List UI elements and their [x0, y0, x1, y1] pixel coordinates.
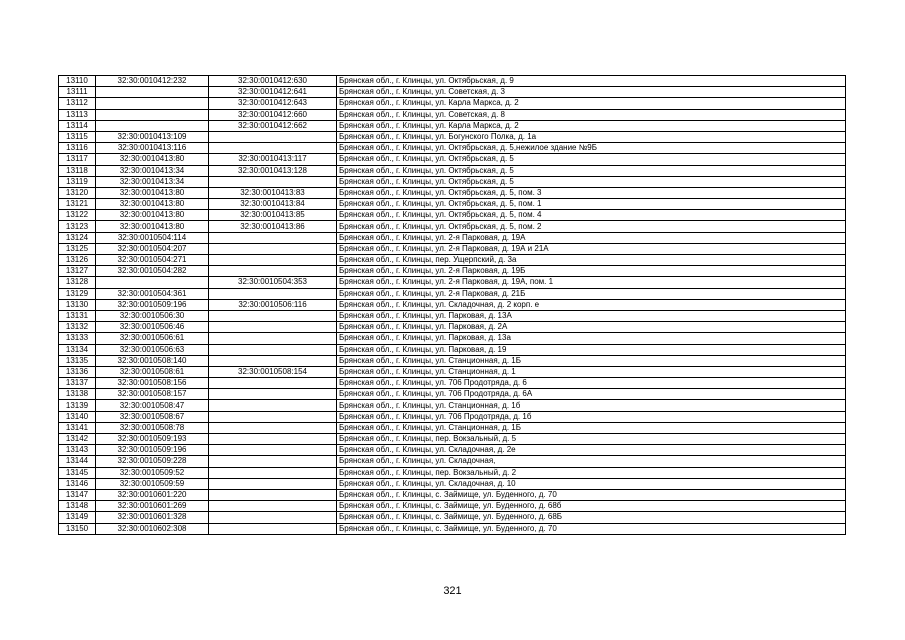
- row-number-cell: 13148: [59, 501, 96, 512]
- cadastral-number-cell: 32:30:0010509:228: [96, 456, 209, 467]
- address-cell: Брянская обл., г. Клинцы, ул. Станционная, д. 1б: [337, 400, 846, 411]
- related-cadastral-number-cell: 32:30:0010413:83: [209, 187, 337, 198]
- address-cell: Брянская обл., г. Клинцы, ул. Складочная, д. 2 корп. е: [337, 299, 846, 310]
- related-cadastral-number-cell: [209, 512, 337, 523]
- row-number-cell: 13140: [59, 411, 96, 422]
- related-cadastral-number-cell: [209, 344, 337, 355]
- related-cadastral-number-cell: [209, 422, 337, 433]
- cadastral-number-cell: [96, 98, 209, 109]
- cadastral-number-cell: 32:30:0010506:63: [96, 344, 209, 355]
- address-cell: Брянская обл., г. Клинцы, ул. Богунского Полка, д. 1а: [337, 131, 846, 142]
- table-row: [59, 87, 846, 98]
- cadastral-number-cell: 32:30:0010506:46: [96, 322, 209, 333]
- address-cell: Брянская обл., г. Клинцы, пер. Ущерпский, д. 3а: [337, 255, 846, 266]
- row-number-cell: 13142: [59, 434, 96, 445]
- related-cadastral-number-cell: [209, 445, 337, 456]
- table-row: [59, 266, 846, 277]
- row-number-cell: 13121: [59, 199, 96, 210]
- related-cadastral-number-cell: 32:30:0010504:353: [209, 277, 337, 288]
- related-cadastral-number-cell: 32:30:0010413:85: [209, 210, 337, 221]
- table-row: [59, 422, 846, 433]
- cadastral-number-cell: 32:30:0010509:59: [96, 478, 209, 489]
- cadastral-number-cell: 32:30:0010508:156: [96, 378, 209, 389]
- related-cadastral-number-cell: 32:30:0010412:662: [209, 120, 337, 131]
- row-number-cell: 13120: [59, 187, 96, 198]
- address-cell: Брянская обл., г. Клинцы, пер. Вокзальный, д. 5: [337, 434, 846, 445]
- address-cell: Брянская обл., г. Клинцы, ул. Октябрьская, д. 5, пом. 3: [337, 187, 846, 198]
- related-cadastral-number-cell: [209, 288, 337, 299]
- row-number-cell: 13136: [59, 366, 96, 377]
- table-row: [59, 501, 846, 512]
- cadastral-number-cell: 32:30:0010508:157: [96, 389, 209, 400]
- row-number-cell: 13131: [59, 310, 96, 321]
- table-row: [59, 478, 846, 489]
- table-row: [59, 131, 846, 142]
- cadastral-number-cell: 32:30:0010413:116: [96, 143, 209, 154]
- address-cell: Брянская обл., г. Клинцы, ул. Складочная, д. 10: [337, 478, 846, 489]
- cadastral-number-cell: 32:30:0010506:61: [96, 333, 209, 344]
- related-cadastral-number-cell: [209, 333, 337, 344]
- cadastral-number-cell: 32:30:0010506:30: [96, 310, 209, 321]
- address-cell: Брянская обл., г. Клинцы, ул. Октябрьская, д. 5: [337, 176, 846, 187]
- table-row: [59, 76, 846, 87]
- cadastral-number-cell: 32:30:0010601:328: [96, 512, 209, 523]
- address-cell: Брянская обл., г. Клинцы, пер. Вокзальный, д. 2: [337, 467, 846, 478]
- property-register-table: [58, 75, 846, 535]
- cadastral-number-cell: 32:30:0010504:114: [96, 232, 209, 243]
- related-cadastral-number-cell: [209, 232, 337, 243]
- table-body: [59, 76, 846, 535]
- related-cadastral-number-cell: [209, 400, 337, 411]
- row-number-cell: 13139: [59, 400, 96, 411]
- row-number-cell: 13123: [59, 221, 96, 232]
- address-cell: Брянская обл., г. Клинцы, ул. Складочная,: [337, 456, 846, 467]
- page-number: 321: [443, 585, 462, 597]
- table-row: [59, 400, 846, 411]
- table-row: [59, 366, 846, 377]
- cadastral-number-cell: 32:30:0010504:207: [96, 243, 209, 254]
- row-number-cell: 13141: [59, 422, 96, 433]
- address-cell: Брянская обл., г. Клинцы, ул. Складочная, д. 2е: [337, 445, 846, 456]
- address-cell: Брянская обл., г. Клинцы, ул. Парковая, д. 13а: [337, 333, 846, 344]
- row-number-cell: 13117: [59, 154, 96, 165]
- row-number-cell: 13138: [59, 389, 96, 400]
- cadastral-number-cell: 32:30:0010413:109: [96, 131, 209, 142]
- address-cell: Брянская обл., г. Клинцы, с. Займище, ул. Буденного, д. 68Б: [337, 512, 846, 523]
- related-cadastral-number-cell: [209, 467, 337, 478]
- table-row: [59, 445, 846, 456]
- table-row: [59, 523, 846, 534]
- related-cadastral-number-cell: 32:30:0010508:154: [209, 366, 337, 377]
- related-cadastral-number-cell: [209, 355, 337, 366]
- row-number-cell: 13112: [59, 98, 96, 109]
- cadastral-number-cell: [96, 120, 209, 131]
- address-cell: Брянская обл., г. Клинцы, ул. Октябрьская, д. 5,нежилое здание №9Б: [337, 143, 846, 154]
- cadastral-number-cell: 32:30:0010504:282: [96, 266, 209, 277]
- table-row: [59, 322, 846, 333]
- related-cadastral-number-cell: 32:30:0010412:641: [209, 87, 337, 98]
- table-row: [59, 143, 846, 154]
- related-cadastral-number-cell: [209, 143, 337, 154]
- address-cell: Брянская обл., г. Клинцы, ул. 2-я Парковая, д. 19А, пом. 1: [337, 277, 846, 288]
- related-cadastral-number-cell: [209, 489, 337, 500]
- address-cell: Брянская обл., г. Клинцы, ул. Октябрьская, д. 5, пом. 2: [337, 221, 846, 232]
- row-number-cell: 13132: [59, 322, 96, 333]
- cadastral-number-cell: 32:30:0010602:308: [96, 523, 209, 534]
- address-cell: Брянская обл., г. Клинцы, ул. Станционная, д. 1Б: [337, 355, 846, 366]
- table-row: [59, 255, 846, 266]
- table-row: [59, 299, 846, 310]
- cadastral-number-cell: 32:30:0010412:232: [96, 76, 209, 87]
- table-row: [59, 310, 846, 321]
- table-row: [59, 243, 846, 254]
- related-cadastral-number-cell: 32:30:0010412:660: [209, 109, 337, 120]
- cadastral-number-cell: 32:30:0010413:80: [96, 187, 209, 198]
- table-row: [59, 411, 846, 422]
- address-cell: Брянская обл., г. Клинцы, ул. 706 Продотряда, д. 1б: [337, 411, 846, 422]
- address-cell: Брянская обл., г. Клинцы, ул. Октябрьская, д. 5, пом. 1: [337, 199, 846, 210]
- cadastral-number-cell: 32:30:0010413:34: [96, 176, 209, 187]
- table-row: [59, 176, 846, 187]
- address-cell: Брянская обл., г. Клинцы, ул. Парковая, д. 19: [337, 344, 846, 355]
- related-cadastral-number-cell: 32:30:0010412:630: [209, 76, 337, 87]
- cadastral-number-cell: 32:30:0010413:80: [96, 154, 209, 165]
- row-number-cell: 13133: [59, 333, 96, 344]
- address-cell: Брянская обл., г. Клинцы, ул. Советская, д. 3: [337, 87, 846, 98]
- row-number-cell: 13146: [59, 478, 96, 489]
- cadastral-number-cell: 32:30:0010508:67: [96, 411, 209, 422]
- table-row: [59, 467, 846, 478]
- table-row: [59, 221, 846, 232]
- cadastral-number-cell: 32:30:0010508:140: [96, 355, 209, 366]
- cadastral-number-cell: 32:30:0010413:80: [96, 210, 209, 221]
- table-row: [59, 456, 846, 467]
- table-row: [59, 210, 846, 221]
- related-cadastral-number-cell: [209, 176, 337, 187]
- cadastral-number-cell: 32:30:0010509:196: [96, 299, 209, 310]
- table-row: [59, 199, 846, 210]
- related-cadastral-number-cell: [209, 523, 337, 534]
- row-number-cell: 13149: [59, 512, 96, 523]
- related-cadastral-number-cell: [209, 322, 337, 333]
- address-cell: Брянская обл., г. Клинцы, ул. 706 Продотряда, д. 6А: [337, 389, 846, 400]
- address-cell: Брянская обл., г. Клинцы, ул. Октябрьская, д. 5: [337, 154, 846, 165]
- table-row: [59, 389, 846, 400]
- cadastral-number-cell: 32:30:0010601:220: [96, 489, 209, 500]
- table-row: [59, 288, 846, 299]
- row-number-cell: 13122: [59, 210, 96, 221]
- row-number-cell: 13127: [59, 266, 96, 277]
- address-cell: Брянская обл., г. Клинцы, ул. Станционная, д. 1: [337, 366, 846, 377]
- related-cadastral-number-cell: [209, 456, 337, 467]
- row-number-cell: 13129: [59, 288, 96, 299]
- row-number-cell: 13119: [59, 176, 96, 187]
- row-number-cell: 13143: [59, 445, 96, 456]
- table-row: [59, 378, 846, 389]
- table-row: [59, 489, 846, 500]
- row-number-cell: 13126: [59, 255, 96, 266]
- cadastral-number-cell: 32:30:0010508:78: [96, 422, 209, 433]
- address-cell: Брянская обл., г. Клинцы, ул. Станционная, д. 1Б: [337, 422, 846, 433]
- row-number-cell: 13116: [59, 143, 96, 154]
- cadastral-number-cell: [96, 109, 209, 120]
- cadastral-number-cell: 32:30:0010413:80: [96, 199, 209, 210]
- table-row: [59, 355, 846, 366]
- table-row: [59, 120, 846, 131]
- row-number-cell: 13114: [59, 120, 96, 131]
- related-cadastral-number-cell: 32:30:0010413:128: [209, 165, 337, 176]
- related-cadastral-number-cell: [209, 243, 337, 254]
- address-cell: Брянская обл., г. Клинцы, ул. 2-я Парковая, д. 19А: [337, 232, 846, 243]
- cadastral-number-cell: 32:30:0010504:271: [96, 255, 209, 266]
- address-cell: Брянская обл., г. Клинцы, с. Займище, ул. Буденного, д. 70: [337, 523, 846, 534]
- table-row: [59, 187, 846, 198]
- cadastral-number-cell: 32:30:0010508:61: [96, 366, 209, 377]
- address-cell: Брянская обл., г. Клинцы, ул. Октябрьская, д. 9: [337, 76, 846, 87]
- related-cadastral-number-cell: 32:30:0010413:86: [209, 221, 337, 232]
- cadastral-number-cell: 32:30:0010509:193: [96, 434, 209, 445]
- related-cadastral-number-cell: [209, 478, 337, 489]
- related-cadastral-number-cell: [209, 389, 337, 400]
- table-row: [59, 277, 846, 288]
- related-cadastral-number-cell: [209, 501, 337, 512]
- address-cell: Брянская обл., г. Клинцы, ул. 706 Продотряда, д. 6: [337, 378, 846, 389]
- cadastral-number-cell: [96, 87, 209, 98]
- cadastral-number-cell: 32:30:0010413:80: [96, 221, 209, 232]
- related-cadastral-number-cell: 32:30:0010413:84: [209, 199, 337, 210]
- address-cell: Брянская обл., г. Клинцы, с. Займище, ул. Буденного, д. 68б: [337, 501, 846, 512]
- related-cadastral-number-cell: [209, 266, 337, 277]
- related-cadastral-number-cell: [209, 434, 337, 445]
- table-row: [59, 154, 846, 165]
- row-number-cell: 13125: [59, 243, 96, 254]
- related-cadastral-number-cell: 32:30:0010506:116: [209, 299, 337, 310]
- address-cell: Брянская обл., г. Клинцы, ул. 2-я Парковая, д. 19Б: [337, 266, 846, 277]
- table-row: [59, 165, 846, 176]
- table-row: [59, 344, 846, 355]
- cadastral-number-cell: 32:30:0010508:47: [96, 400, 209, 411]
- table-row: [59, 232, 846, 243]
- row-number-cell: 13115: [59, 131, 96, 142]
- row-number-cell: 13145: [59, 467, 96, 478]
- row-number-cell: 13113: [59, 109, 96, 120]
- address-cell: Брянская обл., г. Клинцы, ул. Парковая, д. 2А: [337, 322, 846, 333]
- table-row: [59, 333, 846, 344]
- related-cadastral-number-cell: [209, 131, 337, 142]
- address-cell: Брянская обл., г. Клинцы, ул. Парковая, д. 13А: [337, 310, 846, 321]
- related-cadastral-number-cell: [209, 255, 337, 266]
- address-cell: Брянская обл., г. Клинцы, ул. 2-я Парковая, д. 19А и 21А: [337, 243, 846, 254]
- address-cell: Брянская обл., г. Клинцы, ул. Советская, д. 8: [337, 109, 846, 120]
- row-number-cell: 13150: [59, 523, 96, 534]
- row-number-cell: 13128: [59, 277, 96, 288]
- row-number-cell: 13118: [59, 165, 96, 176]
- address-cell: Брянская обл., г. Клинцы, ул. 2-я Парковая, д. 21Б: [337, 288, 846, 299]
- row-number-cell: 13135: [59, 355, 96, 366]
- address-cell: Брянская обл., г. Клинцы, с. Займище, ул. Буденного, д. 70: [337, 489, 846, 500]
- address-cell: Брянская обл., г. Клинцы, ул. Октябрьская, д. 5, пом. 4: [337, 210, 846, 221]
- cadastral-number-cell: [96, 277, 209, 288]
- row-number-cell: 13110: [59, 76, 96, 87]
- related-cadastral-number-cell: [209, 411, 337, 422]
- row-number-cell: 13111: [59, 87, 96, 98]
- cadastral-number-cell: 32:30:0010601:269: [96, 501, 209, 512]
- related-cadastral-number-cell: [209, 310, 337, 321]
- row-number-cell: 13130: [59, 299, 96, 310]
- address-cell: Брянская обл., г. Клинцы, ул. Октябрьская, д. 5: [337, 165, 846, 176]
- cadastral-number-cell: 32:30:0010509:52: [96, 467, 209, 478]
- address-cell: Брянская обл., г. Клинцы, ул. Карла Маркса, д. 2: [337, 98, 846, 109]
- row-number-cell: 13144: [59, 456, 96, 467]
- related-cadastral-number-cell: 32:30:0010412:643: [209, 98, 337, 109]
- related-cadastral-number-cell: 32:30:0010413:117: [209, 154, 337, 165]
- row-number-cell: 13124: [59, 232, 96, 243]
- address-cell: Брянская обл., г. Клинцы, ул. Карла Маркса, д. 2: [337, 120, 846, 131]
- related-cadastral-number-cell: [209, 378, 337, 389]
- row-number-cell: 13137: [59, 378, 96, 389]
- table-row: [59, 109, 846, 120]
- table-row: [59, 98, 846, 109]
- table-row: [59, 512, 846, 523]
- row-number-cell: 13147: [59, 489, 96, 500]
- cadastral-number-cell: 32:30:0010509:196: [96, 445, 209, 456]
- cadastral-number-cell: 32:30:0010504:361: [96, 288, 209, 299]
- table-row: [59, 434, 846, 445]
- row-number-cell: 13134: [59, 344, 96, 355]
- cadastral-number-cell: 32:30:0010413:34: [96, 165, 209, 176]
